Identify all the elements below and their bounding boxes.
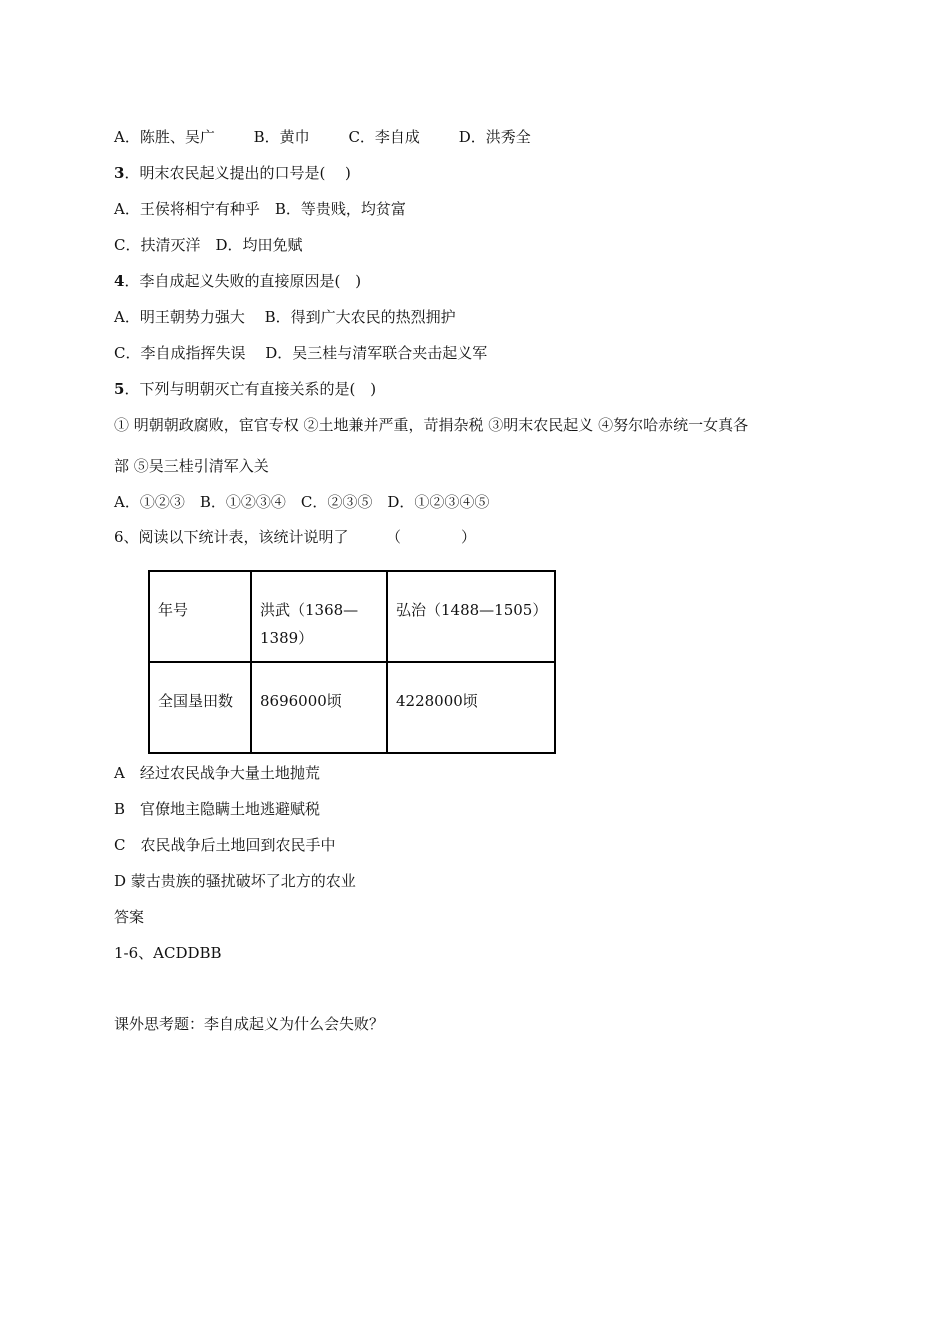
q5-items-line-1: ① 明朝朝政腐败，宦官专权 ②土地兼并严重，苛捐杂税 ③明末农民起义 ④努尔哈赤统一女真各 <box>114 416 749 434</box>
q5-items-line-2: 部 ⑤吴三桂引清军入关 <box>114 457 269 475</box>
q6-option-c: C 农民战争后土地回到农民手中 <box>114 836 336 854</box>
q3-options-line-2: C．扶清灭洋 D．均田免赋 <box>114 236 303 254</box>
table-cell: 4228000顷 <box>387 662 555 753</box>
q2-option-c: C．李自成 <box>348 128 420 146</box>
q5-number: 5 <box>114 380 125 398</box>
q4-options-line-1: A．明王朝势力强大 B．得到广大农民的热烈拥护 <box>114 308 456 326</box>
q5-stem <box>114 379 376 399</box>
answer-heading: 答案 <box>114 908 145 926</box>
q2-options <box>114 127 531 147</box>
answer-text: 1-6、ACDDBB <box>114 944 222 962</box>
table-header-row <box>149 571 555 662</box>
table-cell: 年号 <box>149 571 251 662</box>
q2-option-b: B．黄巾 <box>253 128 310 146</box>
q5-options: A．①②③ B．①②③④ C．②③⑤ D．①②③④⑤ <box>114 493 490 511</box>
statistics-table <box>148 570 556 754</box>
table-row <box>149 662 555 753</box>
q2-option-d: D．洪秀全 <box>458 128 531 146</box>
q4-stem-text: ．李自成起义失败的直接原因是( ) <box>124 272 362 290</box>
q4-stem <box>114 271 361 291</box>
q3-stem-text: ．明末农民起义提出的口号是( ) <box>124 164 351 182</box>
table-cell: 洪武（1368—1389） <box>251 571 387 662</box>
extra-question: 课外思考题：李自成起义为什么会失败？ <box>114 1015 385 1033</box>
table-cell: 8696000顷 <box>251 662 387 753</box>
q3-options-line-1: A．王侯将相宁有种乎 B．等贵贱，均贫富 <box>114 200 406 218</box>
q3-number: 3 <box>114 164 125 182</box>
q6-option-d: D 蒙古贵族的骚扰破坏了北方的农业 <box>114 872 356 890</box>
q2-option-a: A．陈胜、吴广 <box>114 128 215 146</box>
q6-option-a: A 经过农民战争大量土地抛荒 <box>114 764 320 782</box>
q6-option-b: B 官僚地主隐瞒土地逃避赋税 <box>114 800 321 818</box>
q6-stem: 6、阅读以下统计表，该统计说明了 （ ） <box>114 528 477 546</box>
table-cell: 弘治（1488—1505） <box>387 571 555 662</box>
table-cell: 全国垦田数 <box>149 662 251 753</box>
q4-number: 4 <box>114 272 125 290</box>
q5-stem-text: ．下列与明朝灭亡有直接关系的是( ) <box>124 380 377 398</box>
q3-stem <box>114 163 351 183</box>
q4-options-line-2: C．李自成指挥失误 D．吴三桂与清军联合夹击起义军 <box>114 344 488 362</box>
